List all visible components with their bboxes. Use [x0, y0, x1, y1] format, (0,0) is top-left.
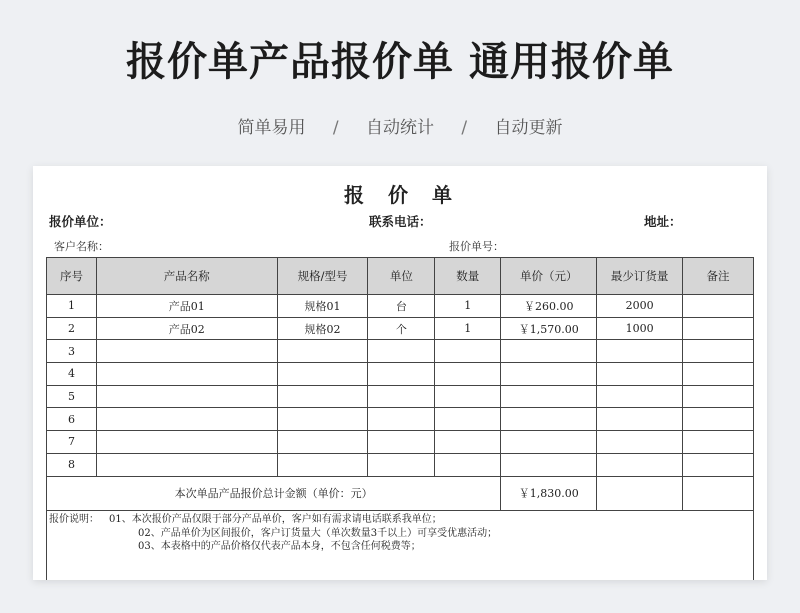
cell-spec[interactable] [277, 363, 368, 386]
cell-product-name[interactable] [96, 385, 277, 408]
cell-no[interactable]: 5 [47, 385, 97, 408]
cell-no[interactable]: 2 [47, 317, 97, 340]
cell-spec[interactable]: 规格01 [277, 295, 368, 318]
cell-remarks[interactable] [683, 453, 754, 476]
cell-product-name[interactable]: 产品02 [96, 317, 277, 340]
cell-min-order[interactable] [597, 363, 683, 386]
cell-remarks[interactable] [683, 385, 754, 408]
col-header-spec: 规格/型号 [277, 258, 368, 295]
table-row [47, 453, 754, 476]
cell-quantity[interactable] [435, 453, 501, 476]
title-char: 报 [344, 183, 368, 207]
cell-unit-price[interactable] [501, 453, 597, 476]
cell-remarks[interactable] [683, 408, 754, 431]
cell-spec[interactable]: 规格02 [277, 317, 368, 340]
cell-remarks[interactable] [683, 431, 754, 454]
note-line: 02、产品单价为区间报价，客户订货量大（单次数量3千以上）可享受优惠活动； [138, 527, 498, 539]
cell-min-order[interactable]: 2000 [597, 295, 683, 318]
cell-no[interactable]: 4 [47, 363, 97, 386]
table-row [47, 317, 754, 340]
cell-spec[interactable] [277, 431, 368, 454]
cell-remarks[interactable] [683, 363, 754, 386]
col-header-remarks: 备注 [683, 258, 754, 295]
feature-easy: 简单易用 [237, 118, 306, 138]
cell-spec[interactable] [277, 453, 368, 476]
table-row [47, 295, 754, 318]
col-header-unit: 单位 [368, 258, 435, 295]
cell-no[interactable]: 3 [47, 340, 97, 363]
cell-product-name[interactable] [96, 453, 277, 476]
cell-unit[interactable] [368, 385, 435, 408]
feature-auto-stats: 自动统计 [366, 118, 434, 138]
address-label[interactable]: 地址： [644, 214, 682, 229]
title-char: 单 [432, 183, 456, 207]
cell-remarks[interactable] [683, 317, 754, 340]
quotation-table [46, 257, 754, 511]
total-label: 本次单品产品报价总计金额（单价：元） [47, 476, 501, 510]
col-header-min-order: 最少订货量 [597, 258, 683, 295]
cell-remarks[interactable] [683, 295, 754, 318]
customer-name-label[interactable]: 客户名称： [54, 240, 109, 253]
cell-min-order[interactable] [597, 408, 683, 431]
cell-unit[interactable] [368, 340, 435, 363]
quotation-sheet [33, 166, 767, 580]
table-row [47, 408, 754, 431]
total-empty[interactable] [597, 476, 683, 510]
title-char: 价 [388, 183, 412, 207]
cell-quantity[interactable] [435, 340, 501, 363]
cell-unit-price[interactable] [501, 408, 597, 431]
cell-no[interactable]: 8 [47, 453, 97, 476]
cell-product-name[interactable] [96, 340, 277, 363]
total-row [47, 476, 754, 510]
cell-unit[interactable]: 台 [368, 295, 435, 318]
cell-no[interactable]: 7 [47, 431, 97, 454]
total-value[interactable]: ￥1,830.00 [501, 476, 597, 510]
cell-unit-price[interactable]: ￥260.00 [501, 295, 597, 318]
cell-quantity[interactable]: 1 [435, 317, 501, 340]
total-empty[interactable] [683, 476, 754, 510]
cell-min-order[interactable] [597, 431, 683, 454]
table-row [47, 363, 754, 386]
cell-spec[interactable] [277, 408, 368, 431]
quotation-notes [46, 511, 754, 580]
cell-min-order[interactable]: 1000 [597, 317, 683, 340]
cell-min-order[interactable] [597, 453, 683, 476]
cell-min-order[interactable] [597, 385, 683, 408]
cell-quantity[interactable]: 1 [435, 295, 501, 318]
col-header-no: 序号 [47, 258, 97, 295]
separator: / [461, 118, 468, 138]
table-header-row [47, 258, 754, 295]
quote-unit-label[interactable]: 报价单位： [49, 214, 112, 229]
cell-unit-price[interactable] [501, 385, 597, 408]
cell-remarks[interactable] [683, 340, 754, 363]
cell-quantity[interactable] [435, 385, 501, 408]
quote-number-label[interactable]: 报价单号： [449, 240, 504, 253]
table-row [47, 385, 754, 408]
phone-label[interactable]: 联系电话： [369, 214, 432, 229]
cell-no[interactable]: 1 [47, 295, 97, 318]
cell-unit[interactable]: 个 [368, 317, 435, 340]
page-title: 报价单产品报价单 通用报价单 [126, 39, 674, 85]
document-title [33, 179, 767, 208]
cell-unit[interactable] [368, 363, 435, 386]
table-row [47, 431, 754, 454]
cell-unit-price[interactable]: ￥1,570.00 [501, 317, 597, 340]
cell-product-name[interactable] [96, 363, 277, 386]
note-line: 03、本表格中的产品价格仅代表产品本身，不包含任何税费等； [138, 541, 421, 552]
cell-unit[interactable] [368, 408, 435, 431]
cell-product-name[interactable]: 产品01 [96, 295, 277, 318]
cell-unit-price[interactable] [501, 363, 597, 386]
cell-spec[interactable] [277, 340, 368, 363]
cell-spec[interactable] [277, 385, 368, 408]
cell-unit[interactable] [368, 453, 435, 476]
cell-unit-price[interactable] [501, 340, 597, 363]
cell-product-name[interactable] [96, 408, 277, 431]
col-header-unit-price: 单价（元） [501, 258, 597, 295]
col-header-product-name: 产品名称 [96, 258, 277, 295]
cell-quantity[interactable] [435, 408, 501, 431]
cell-unit[interactable] [368, 431, 435, 454]
separator: / [332, 118, 339, 138]
note-line: 01、本次报价产品仅限于部分产品单价，客户如有需求请电话联系我单位； [109, 514, 442, 525]
cell-unit-price[interactable] [501, 431, 597, 454]
cell-quantity[interactable] [435, 431, 501, 454]
feature-auto-update: 自动更新 [494, 118, 563, 138]
table-row [47, 340, 754, 363]
cell-product-name[interactable] [96, 431, 277, 454]
feature-list [0, 113, 800, 138]
cell-no[interactable]: 6 [47, 408, 97, 431]
col-header-quantity: 数量 [435, 258, 501, 295]
cell-min-order[interactable] [597, 340, 683, 363]
notes-label: 报价说明： [49, 514, 99, 525]
cell-quantity[interactable] [435, 363, 501, 386]
